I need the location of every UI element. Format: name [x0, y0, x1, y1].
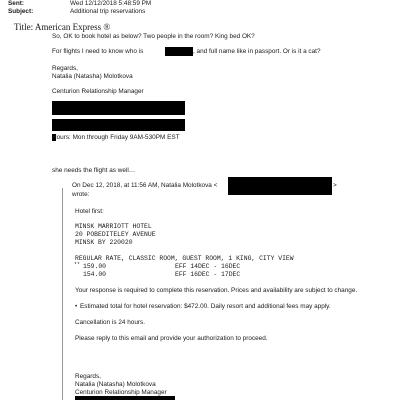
sent-label: Sent: — [8, 0, 24, 7]
hotel-name: MINSK MARRIOTT HOTEL — [75, 223, 152, 230]
message-line-2a: For flights I need to know who is — [52, 48, 144, 55]
response-note: Your response is required to complete this reservation. Prices and availability are subject to change. — [75, 287, 358, 294]
sender-title: Centurion Relationship Manager — [52, 88, 144, 95]
subject-value: Additional trip reservations — [70, 8, 146, 15]
sender-name: Natalia (Natasha) Molotkova — [52, 73, 133, 80]
quote-wrote: wrote: — [72, 191, 90, 198]
hotel-city: MINSK BY 220020 — [75, 239, 133, 246]
cancellation-text: Cancellation is 24 hours. — [75, 319, 145, 326]
room-description: REGULAR RATE, CLASSIC ROOM, GUEST ROOM, 1 KING, CITY VIEW — [75, 255, 294, 262]
message-line-2b: , and full name like in passport. Or is it a cat? — [193, 48, 321, 55]
page-title: Title: American Express ® — [14, 22, 111, 32]
hotel-first: Hotel first: — [75, 208, 104, 215]
subject-label: Subject: — [8, 8, 34, 15]
estimate-text: Estimated total for hotel reservation: $472.00. Daily resort and additional fees may apply. — [80, 303, 331, 310]
rate-2: 154.00 — [83, 271, 107, 278]
message-line-1: So, OK to book hotel as below? Two people in the room? King bed OK? — [52, 33, 255, 40]
quote-sender-title: Centurion Relationship Manager — [75, 389, 167, 396]
quote-regards: Regards, — [75, 373, 101, 380]
hours-text: Hours: Mon through Friday 9AM-530PM EST — [52, 134, 180, 141]
rate-1: 159.00 — [83, 263, 107, 270]
redaction-block — [52, 101, 185, 115]
flight-note: she needs the flight as well… — [52, 167, 136, 174]
quote-intro-end: > — [333, 182, 337, 189]
redaction-block — [228, 177, 332, 195]
hotel-street: 20 POBEDITELEY AVENUE — [75, 231, 156, 238]
rate-1-eff: EFF 14DEC - 16DEC — [175, 263, 241, 270]
regards-text: Regards, — [52, 65, 78, 72]
quote-intro: On Dec 12, 2018, at 11:56 AM, Natalia Molotkova < — [72, 182, 218, 189]
redaction-block — [52, 119, 185, 131]
estimate-bullet: • — [75, 303, 78, 310]
quote-sender-name: Natalia (Natasha) Molotkova — [75, 381, 156, 388]
rate-2-eff: EFF 16DEC - 17DEC — [175, 271, 241, 278]
sent-value: Wed 12/12/2018 5:48:59 PM — [70, 0, 152, 7]
redaction-block — [75, 396, 175, 400]
rate-1-prefix: ** — [74, 262, 81, 268]
quote-bar — [62, 188, 63, 400]
redaction-block — [165, 47, 193, 56]
reply-note: Please reply to this email and provide your authorization to proceed. — [75, 335, 268, 342]
